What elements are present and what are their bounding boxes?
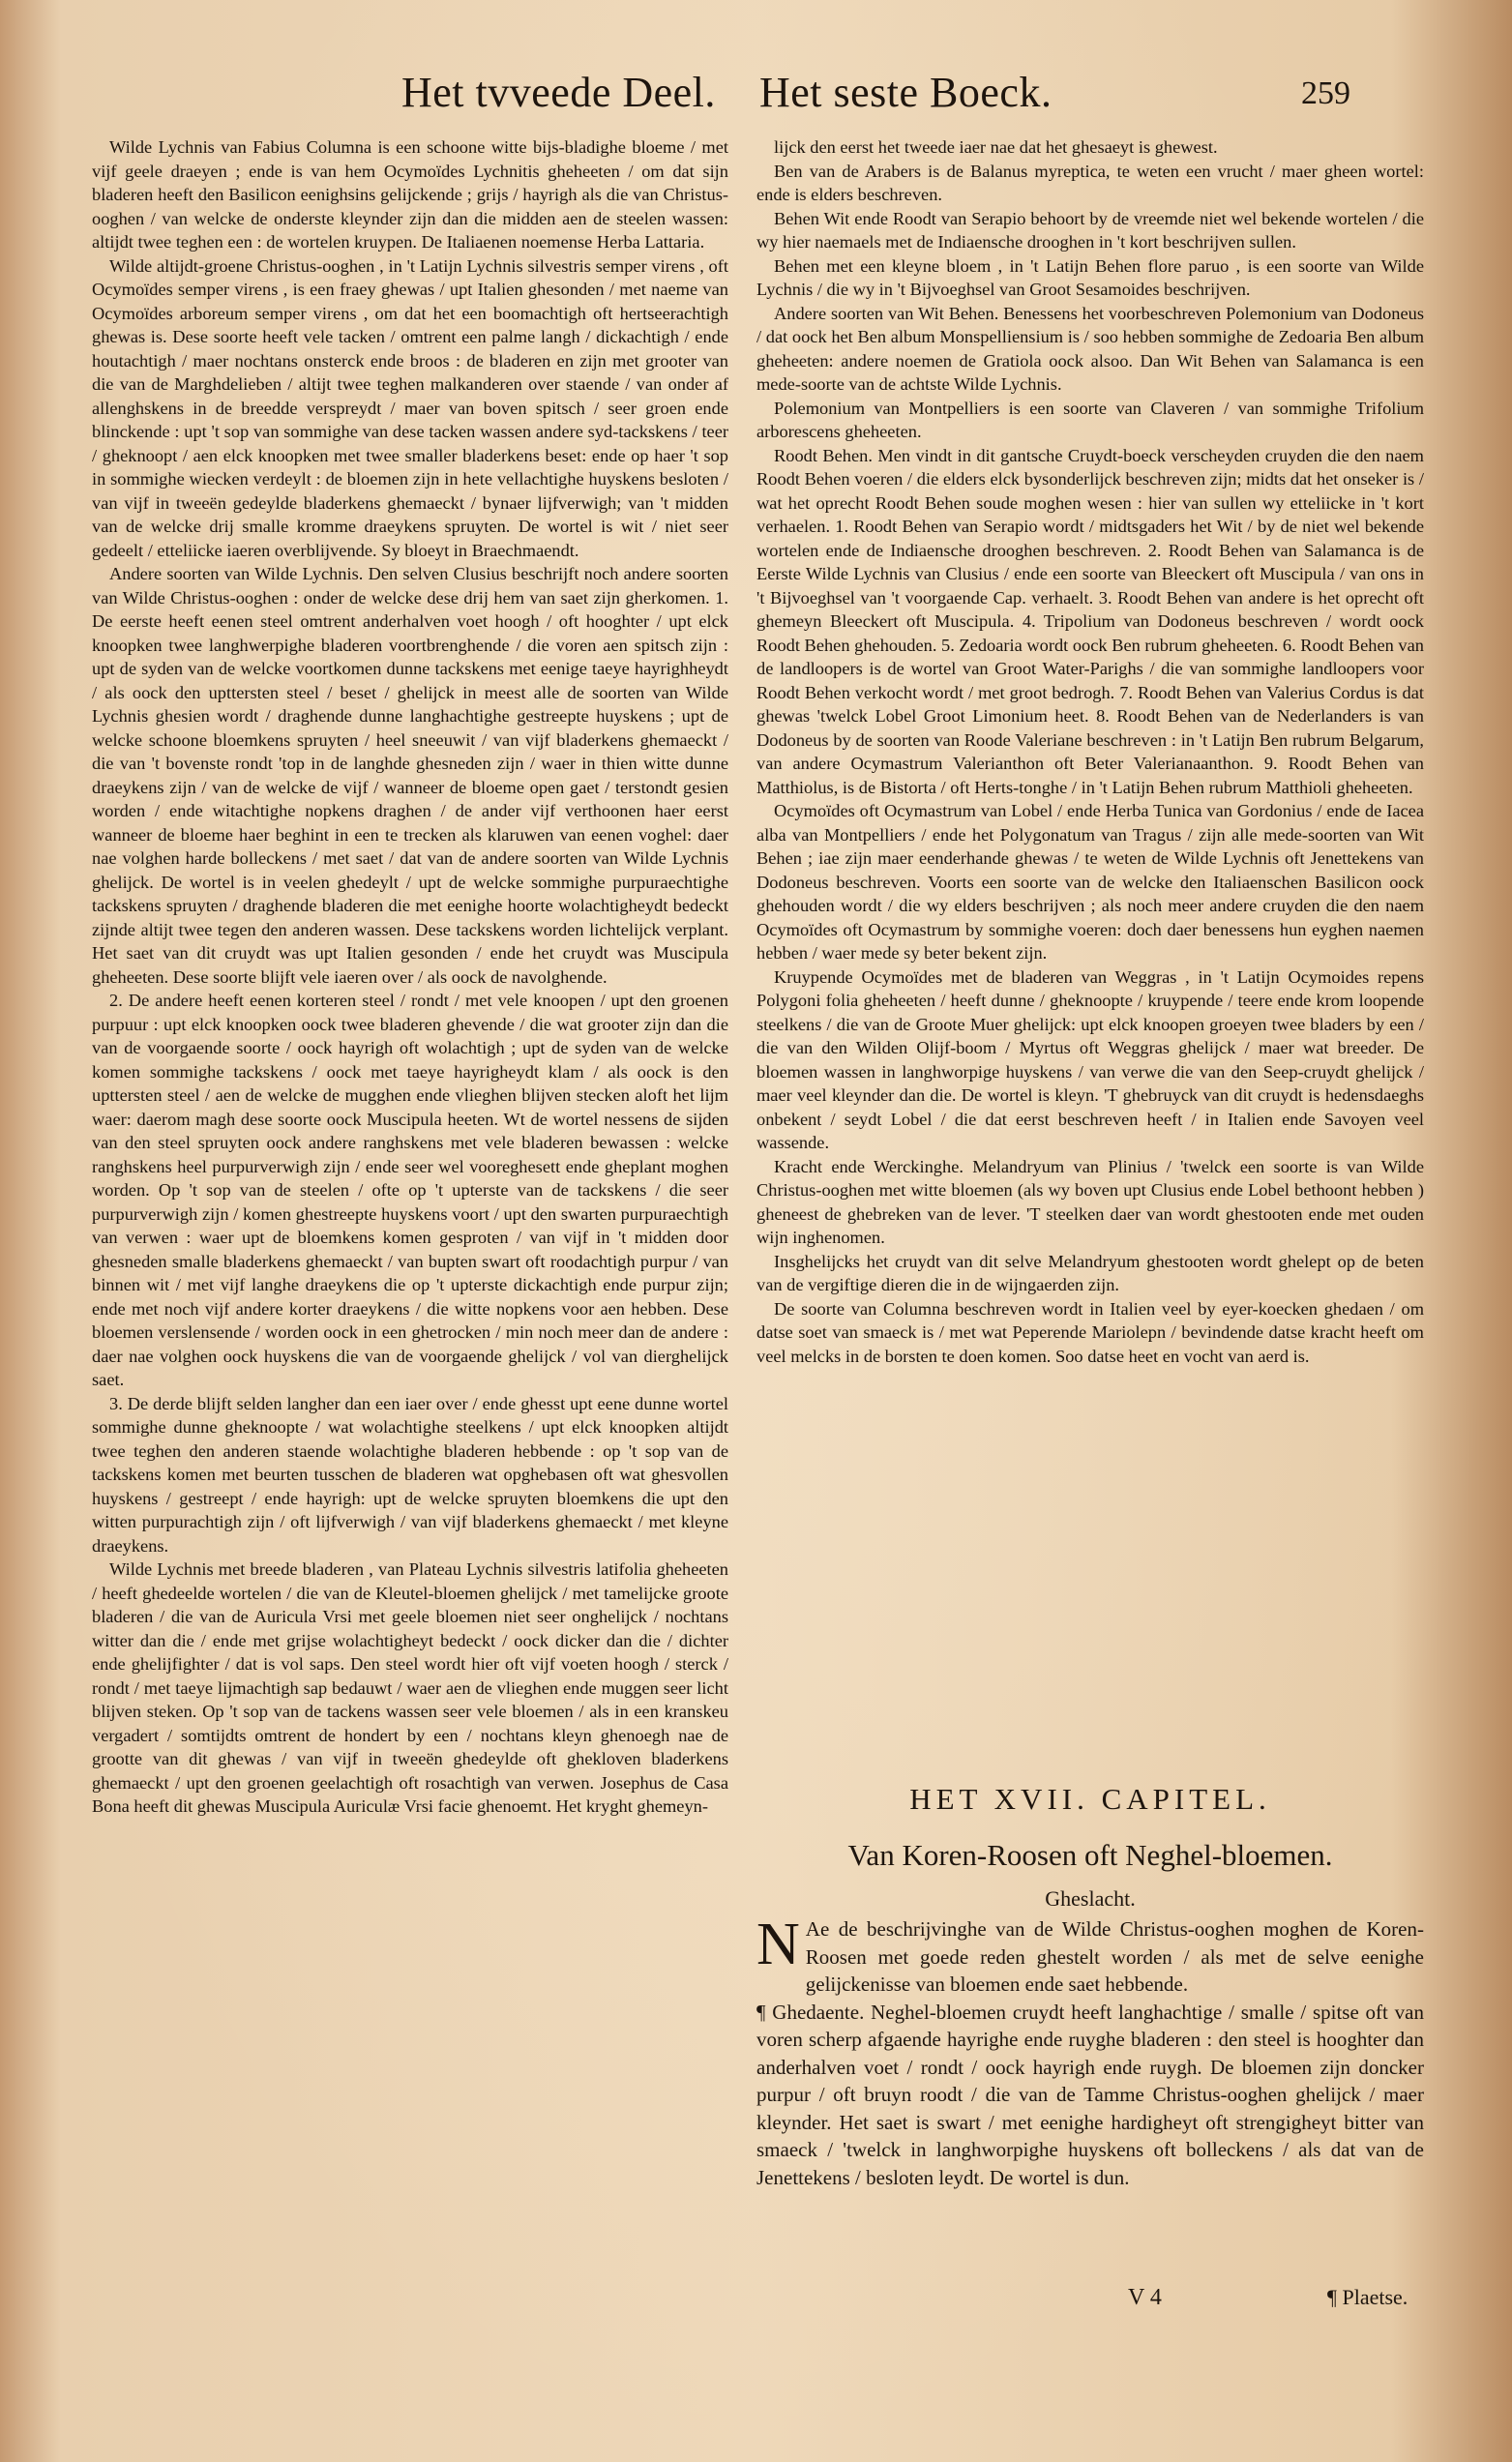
header-book-title: Het seste Boeck. bbox=[759, 69, 1052, 116]
right-column bbox=[756, 135, 1424, 1780]
paragraph: Wilde altijdt-groene Christus-ooghen , in 't Latijn Lychnis silvestris semper virens , oft Ocymoïdes semper virens , is een fraey ghewas / upt Italien ghesonden / met naeme van Ocymoïdes arboreum semper virens , om dat het een boomachtigh oft hertseerachtigh ghewas is. Dese soorte heeft vele tacken / omtrent een palme langh / dickachtigh / ende houtachtigh / maer nochtans onsterck ende broos : de bladeren en zijn met grooter van die van de Marghdelieben / altijt twee teghen malkanderen over staende / van onder af allenghskens in de breedde verspreydt / maer van boven spitsch / seer groen ende blinckende : upt 't sop van sommighe van dese tacken wassen andere syd-tackskens / teer / gheknoopt / aen elck knoopken met twee smaller bladerkens beset: ende op haer 't sop in sommighe wiecken verdeylt : de bloemen zijn in hete vellachtighe huyskens besloten / van vijf in tweeën gedeylde bladerkens ghemaeckt / bynaer lijfverwigh; van 't midden van de welcke drij smalle kromme draeykens spruyten. De wortel is wit / niet seer gedeelt / etteliicke iaeren overblijvende. Sy bloeyt in Braechmaendt. bbox=[92, 255, 728, 560]
signature-mark: V 4 bbox=[1128, 2285, 1162, 2310]
paragraph: Kruypende Ocymoïdes met de bladeren van Weggras , in 't Latijn Ocymoides repens Polygoni folia gheheeten / heeft dunne / gheknoopte / kruypende / teere ende krom loopende steelkens / die van de Groote Muer ghelijck: upt elck knoopen groeyen twee bladers by een / die van den Wilden Olijf-boom / Myrtus oft Weggras ghelijck / maer wat breeder. De bloemen wassen in langhworpige huyskens / van verwe die van den Seep-cruydt ghelijck / maer veel kleynder dan die. De wortel is kleyn. 'T ghebruyck van dit cruydt is hedensdaeghs onbekent / seydt Lobel / die dat eerst beschreven heeft / in Italien ende Savoyen veel wassende. bbox=[756, 966, 1424, 1152]
paragraph: 2. De andere heeft eenen korteren steel / rondt / met vele knoopen / upt den groenen purpuur : upt elck knoopken oock twee bladeren ghevende / die wat grooter zijn dan die van de voorgaende soorte / oock hayrigh oft wolachtigh ; upt de syden van de welcke komen sommighe tackskens / oock met taeye hayrigheydt klam / als oock is den upttersten steel / aen de welcke de mugghen ende vlieghen blijven stecken aloft het lijm waer: daerom magh dese soorte oock Muscipula heeten. Wt de wortel nessens de sijden van den steel spruyten oock andere ranghskens met vele bladeren bewassen : welcke ranghskens heel purpurverwigh zijn / ende seer wel vooreghesett ende gheplant moghen worden. Op 't sop van de steelen / ofte op 't upterste van de tackskens / die seer purpurverwigh zijn / komen ghestreepte huyskens voort / upt den swarten purpuraechtigh van verwen : waer upt de bloemkens komen gesproten / van vijf in 't midden door ghesneden smalle bladerkens ghemaeckt / van bupten swart oft roodachtigh purpur / van binnen wit / met vijf langhe draeykens die op 't upterste dickachtigh ende purpur zijn; ende met noch vijf andere korter draeykens / die witte nopkens voor aen hebben. Dese bloemen verslensende / worden oock in een ghetrocken / min noch meer dan de andere : daer nae volghen oock huyskens die van de voorgaende ghelijck / vol van dierghelijck saet. bbox=[92, 991, 728, 1389]
paragraph: 3. De derde blijft selden langher dan een iaer over / ende ghesst upt eene dunne wortel sommighe dunne gheknoopte / wat wolachtighe steelkens / upt elck knoopken altijdt twee teghen den anderen staende wolachtighe bladeren hebbende : op 't sop van de tackskens komen met beurten tusschen de bladeren wat opghebasen oft wat ghesvollen huyskens / gestreept / ende hayrigh: upt de welcke spruyten bloemkens die upt den witten purpurachtigh zijn / oft lijfverwigh / van vijf bladerkens ghemaeckt / met kleyne draeykens. bbox=[92, 1393, 728, 1556]
chapter-heading bbox=[756, 1782, 1424, 1912]
drop-capital: N bbox=[756, 1912, 800, 1977]
page-number: 259 bbox=[1301, 75, 1350, 111]
paragraph: Polemonium van Montpelliers is een soorte van Claveren / van sommighe Trifolium arborescens gheheeten. bbox=[756, 398, 1424, 441]
paragraph: Behen met een kleyne bloem , in 't Latijn Behen flore paruo , is een soorte van Wilde Lychnis / die wy in 't Bijvoeghsel van Groot Sesamoides beschrijven. bbox=[756, 255, 1424, 299]
paragraph: Wilde Lychnis van Fabius Columna is een schoone witte bijs-bladighe bloeme / met vijf geele draeyen ; ende is van hem Ocymoïdes Lychnitis gheheeten / om dat sijn bladeren heeft den Basilicon eenighsins gelijckende ; grijs / hayrigh als die van Christus-ooghen / van welcke de onderste kleynder zijn dan die midden aen de steelen wassen: altijdt twee teghen een : de wortelen kruypen. De Italiaenen noemense Herba Lattaria. bbox=[92, 137, 728, 252]
running-header bbox=[0, 68, 1512, 135]
header-part-title: Het tvveede Deel. bbox=[401, 69, 716, 116]
chapter-subtitle: Van Koren-Roosen oft Neghel-bloemen. bbox=[847, 1838, 1333, 1872]
paragraph: Wilde Lychnis met breede bladeren , van Plateau Lychnis silvestris latifolia gheheeten / heeft ghedeelde wortelen / die van de Kleutel-bloemen ghelijck / met tamelijcke groote bladeren / die van de Auricula Vrsi met geele bloemen niet seer onghelijck / nochtans witter dan die / ende met grijse wolachtigheyt bedeckt / oock dicker dan die / dichter ende ghelijfighter / dat is vol saps. Den steel wordt hier oft vijf voeten hoogh / sterck / rondt / met taeye lijmachtigh sap bedauwt / waer aen de vlieghen ende muggen seer licht blijven steken. Op 't sop van de tackens wassen seer vele bloemen / als in een kranskeu vergadert / somtijdts omtrent de hondert by een / nochtans kleyn ghenoegh nae de grootte van dit ghewas / van vijf in tweeën ghedeylde oft ghekloven bladerkens ghemaeckt / upt den groenen geelachtigh oft rosachtigh van verwen. Josephus de Casa Bona heeft dit ghewas Muscipula Auriculæ Vrsi facie ghenoemt. Het kryght ghemeyn- bbox=[92, 1559, 728, 1816]
paragraph-text: Ae de beschrijvinghe van de Wilde Christus-ooghen moghen de Koren-Roosen met goede reden ghestelt worden / als met de selve eenighe gelijckenisse van bloemen ende saet hebbende. bbox=[805, 1917, 1424, 1996]
paragraph: Insghelijcks het cruydt van dit selve Melandryum ghestooten wordt ghelept op de beten van de vergiftige dieren die in de wijngaerden zijn. bbox=[756, 1251, 1424, 1294]
paragraph: lijck den eerst het tweede iaer nae dat het ghesaeyt is ghewest. bbox=[774, 137, 1218, 157]
chapter-title: HET XVII. CAPITEL. bbox=[909, 1782, 1271, 1816]
paragraph-text: ¶ Ghedaente. Neghel-bloemen cruydt heeft langhachtige / smalle / spitse oft van voren scherp afgaende hayrighe ende ruyghe bladeren : den steel is hooghter dan anderhalven voet / rondt / oock hayrigh ende ruygh. De bloemen zijn doncker purpur / oft bruyn roodt / die van de Tamme Christus-ooghen ghelijck / maer kleynder. Het saet is swart / met eenighe hardigheyt oft strengigheyt bitter van smaeck / 'twelck in langhworpighe huyskens oft bolleckens / als dat van de Jenettekens / besloten leydt. De wortel is dun. bbox=[756, 2000, 1424, 2189]
paragraph: Behen Wit ende Roodt van Serapio behoort by de vreemde niet wel bekende wortelen / die wy hier naemaels met de Indiaensche drooghen in 't kort beschrijven sullen. bbox=[756, 208, 1424, 252]
paragraph: Roodt Behen. Men vindt in dit gantsche Cruydt-boeck verscheyden cruyden die den naem Roodt Behen voeren / die elders elck bysonderlijck beschreven zijn; midts dat het onseker is / wat het oprecht Roodt Behen soude moghen wesen : hier van sullen wy etteliicke in 't kort verhaelen. 1. Roodt Behen van Serapio wordt / midtsgaders het Wit / by de niet wel bekende wortelen ende de Indiaensche drooghen beschreven. 2. Roodt Behen van Salamanca is de Eerste Wilde Lychnis van Clusius / ende een soorte van Bleeckert oft Muscipula / van ons in 't Bijvoeghsel van 't voorgaende Cap. verhaelt. 3. Roodt Behen van andere is het oprecht oft ghemeyn Bleeckert oft Muscipula. 4. Tripolium van Dodoneus beschreven / wordt oock Roodt Behen ghehouden. 5. Zedoaria wordt oock Ben rubrum gheheeten. 6. Roodt Behen van de landloopers is de wortel van Groot Water-Parighs / die van sommighe landloopers voor Roodt Behen verkocht wordt / met groot bedrogh. 7. Roodt Behen van Valerius Cordus is dat ghewas 'twelck Lobel Groot Limonium heet. 8. Roodt Behen van de Nederlanders is van Dodoneus by de soorten van Roode Valeriane beschreven : in 't Latijn Ben rubrum Belgarum, van andere Ocymastrum Valerianthon oft Beter Valerianaanthon. 9. Roodt Behen van Matthiolus, is de Bistorta / oft Herts-tonghe / in 't Latijn Behen rubrum Matthioli gheheeten. bbox=[756, 445, 1424, 797]
chapter-paragraph bbox=[756, 1912, 1424, 1999]
paragraph: Ocymoïdes oft Ocymastrum van Lobel / ende Herba Tunica van Gordonius / ende de Iacea alba van Montpelliers / ende het Polygonatum van Tragus / zijn alle mede-soorten van Wit Behen ; iae zijn maer eenderhande ghewas / te weten de Wilde Lychnis oft Jenettekens van Dodoneus beschreven. Voorts een soorte van de welcke den Italiaenschen Basilicon oock ghehouden wordt / die wy elders beschrijven ; als noch meer andere cruyden die den naem Ocymoïdes oft Ocymastrum by sommighe voeren: doch daer benessens hun eyghen naemen hebben / waer mede sy beter bekent zijn. bbox=[756, 801, 1424, 963]
left-column bbox=[92, 135, 728, 2394]
paragraph: Ben van de Arabers is de Balanus myreptica, te weten een vrucht / maer gheen wortel: ende is elders beschreven. bbox=[756, 161, 1424, 204]
chapter-paragraph bbox=[756, 1999, 1424, 2192]
catchword: ¶ Plaetse. bbox=[1327, 2285, 1408, 2309]
paragraph: Kracht ende Werckinghe. Melandryum van Plinius / 'twelck een soorte is van Wilde Christus-ooghen met witte bloemen (als wy boven upt Clusius ende Lobel bethoont hebben ) gheneest de ghebreken van de lever. 'T steelken daer van wordt ghestooten ende met ouden wijn inghenomen. bbox=[756, 1156, 1424, 1247]
paragraph: De soorte van Columna beschreven wordt in Italien veel by eyer-koecken ghedaen / om datse soet van smaeck is / met wat Peperende Mariolepn / bevindende datse kracht heeft om veel melcks in de borsten te doen komen. Soo datse heet en vocht van aerd is. bbox=[756, 1298, 1424, 1366]
paragraph: Andere soorten van Wit Behen. Benessens het voorbeschreven Polemonium van Dodoneus / dat oock het Ben album Monspelliensium is / soo hebben sommighe de Zedoaria Ben album gheheeten: andere noemen de Gratiola oock alsoo. Dan Wit Behen van Salamanca is een mede-soorte van de achtste Wilde Lychnis. bbox=[756, 303, 1424, 394]
section-heading: Gheslacht. bbox=[1045, 1886, 1136, 1911]
chapter-body bbox=[756, 1912, 1424, 2191]
paragraph: Andere soorten van Wilde Lychnis. Den selven Clusius beschrijft noch andere soorten van Wilde Christus-ooghen : onder de welcke dese drij hem van saet zijn gherkomen. 1. De eerste heeft eenen steel omtrent anderhalven voet hoogh / oft hooghter / upt elck knoopken twee langhwerpighe bladeren voortbrenghende / die voren aen spitsch zijn : upt de syden van de welcke voortkomen dunne tackskens met eenige taeye hayrighheydt / als oock den upttersten steel / beset / ghelijck in meest alle de soorten van Wilde Lychnis ghesien wordt / draghende dunne langhachtighe gestreepte huyskens ; upt de welcke schoone bloemkens spruyten / heel sneeuwit / van vijf bladerkens ghemaeckt / die van 't bovenste rondt 'top in de langhde ghesneden zijn / waer in thien witte dunne draeykens zijn / van de welcke de vijf / wanneer de bloeme open gaet / terstondt gesien worden / ende witachtighe nopkens draghen / de ander vijf verthoonen haer eerst wanneer de bloeme haer beghint in een te trecken als klaruwen van eenen voghel: daer nae volghen harde bolleckens / met saet / dat van de andere soorten van Wilde Lychnis ghelijck. De wortel is in veelen ghedeylt / upt de welcke sommighe purpuraechtighe tackskens spruyten / draghende bladeren die met eenighe hoorte wolachtigheydt bedeckt zijnde altijt twee tegen den anderen wassen. Dese tackskens worden lichtelijck verplant. Het saet van dit cruydt was upt Italien gesonden / ende het cruydt was Muscipula gheheeten. Dese soorte blijft vele iaeren over / als oock de navolghende. bbox=[92, 564, 728, 987]
